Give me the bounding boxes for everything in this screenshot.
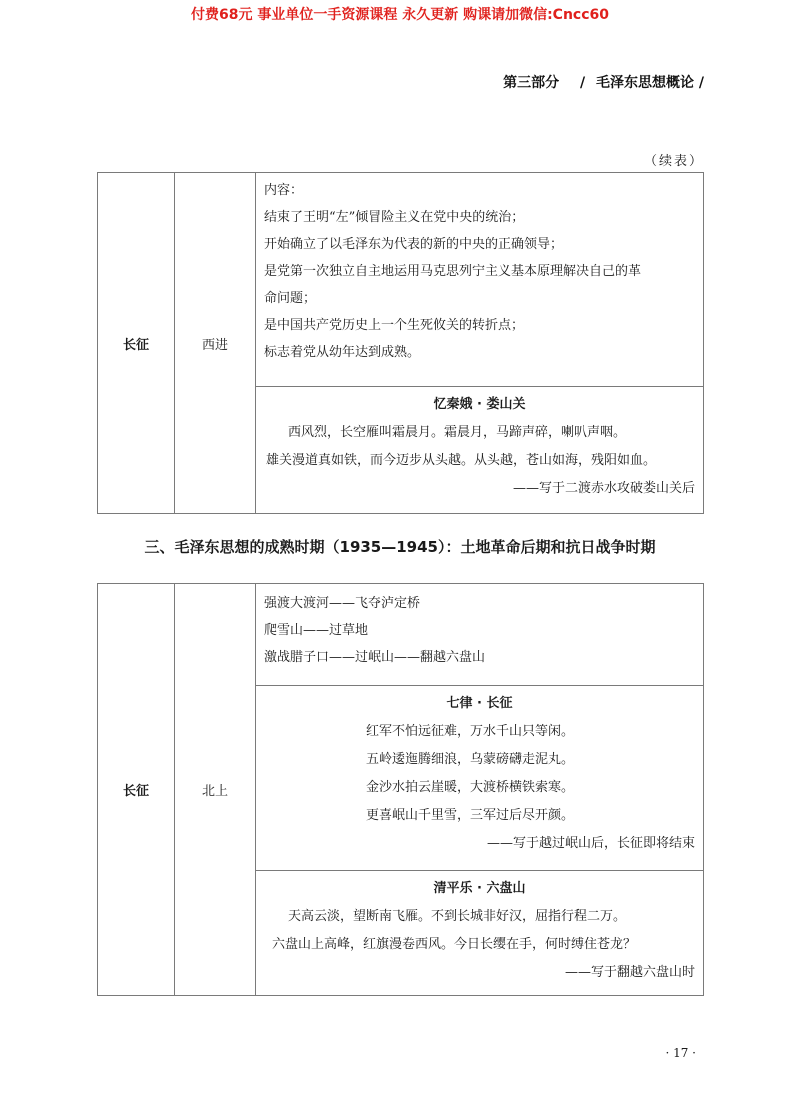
- section-heading: 三、毛泽东思想的成熟时期（1935—1945）：土地革命后期和抗日战争时期: [144, 538, 656, 556]
- event-line: 强渡大渡河——飞夺泸定桥: [264, 596, 421, 611]
- poem-line: 五岭逶迤腾细浪，乌蒙磅礴走泥丸。: [366, 752, 575, 767]
- table-cell-phase: 北上: [175, 584, 256, 996]
- poem-cell: [256, 686, 704, 871]
- running-header: [503, 72, 704, 92]
- watermark-banner: 付费68元 事业单位一手资源课程 永久更新 购课请加微信:Cncc60: [190, 7, 610, 23]
- header-topic: 毛泽东思想概论: [596, 75, 694, 91]
- table-cell-category: 长征: [98, 173, 175, 514]
- content-line: 内容：: [264, 183, 304, 198]
- content-line: 命问题；: [264, 291, 317, 306]
- header-slash-left: /: [580, 75, 586, 91]
- poem-cell: [256, 871, 704, 996]
- poem-line: 更喜岷山千里雪，三军过后尽开颜。: [366, 808, 575, 823]
- poem-cell: [256, 387, 704, 514]
- content-line: 开始确立了以毛泽东为代表的新的中央的正确领导；: [264, 237, 564, 252]
- poem-title: 清平乐 · 六盘山: [433, 881, 526, 896]
- table-northward: [97, 583, 704, 996]
- poem-note: ——写于翻越六盘山时: [564, 965, 695, 980]
- page-number: · 17 ·: [665, 1046, 696, 1060]
- content-line: 标志着党从幼年达到成熟。: [264, 345, 421, 360]
- poem-note: ——写于越过岷山后，长征即将结束: [486, 836, 695, 851]
- continued-label: （续表）: [643, 154, 704, 169]
- content-cell: [256, 173, 704, 387]
- header-slash-right: /: [698, 75, 704, 91]
- event-line: 激战腊子口——过岷山——翻越六盘山: [264, 650, 486, 665]
- poem-line: 天高云淡，望断南飞雁。不到长城非好汉，屈指行程二万。: [288, 909, 627, 924]
- table-westward: [97, 172, 704, 514]
- header-part: 第三部分: [503, 75, 560, 91]
- poem-line: 金沙水拍云崖暖，大渡桥横铁索寒。: [366, 780, 575, 795]
- content-line: 是党第一次独立自主地运用马克思列宁主义基本原理解决自己的革: [264, 264, 642, 279]
- poem-line: 六盘山上高峰，红旗漫卷西风。今日长缨在手，何时缚住苍龙？: [272, 937, 637, 952]
- table-cell-category: 长征: [98, 584, 175, 996]
- poem-line: 雄关漫道真如铁，而今迈步从头越。从头越，苍山如海，残阳如血。: [266, 453, 657, 468]
- poem-title: 七律 · 长征: [446, 696, 513, 711]
- content-line: 结束了王明“左”倾冒险主义在党中央的统治；: [264, 210, 525, 225]
- poem-title: 忆秦娥 · 娄山关: [433, 397, 526, 412]
- table-cell-phase: 西进: [175, 173, 256, 514]
- poem-note: ——写于二渡赤水攻破娄山关后: [512, 481, 695, 496]
- events-cell: [256, 584, 704, 686]
- poem-line: 红军不怕远征难，万水千山只等闲。: [366, 724, 575, 739]
- event-line: 爬雪山——过草地: [264, 623, 369, 638]
- poem-line: 西风烈，长空雁叫霜晨月。霜晨月，马蹄声碎，喇叭声咽。: [288, 425, 627, 440]
- content-line: 是中国共产党历史上一个生死攸关的转折点；: [264, 318, 525, 333]
